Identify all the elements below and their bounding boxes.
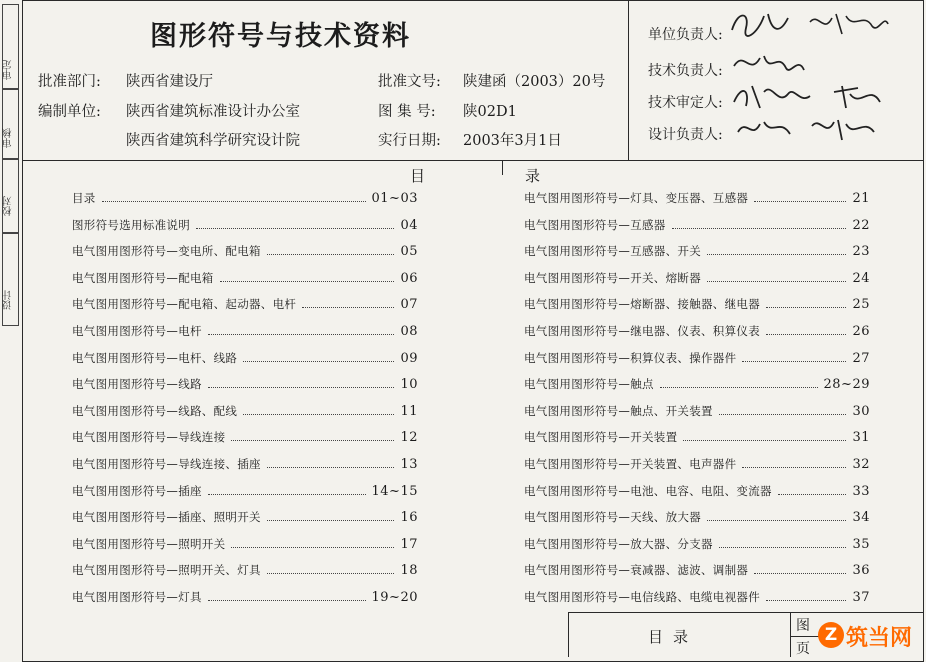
toc-row — [524, 243, 870, 259]
toc-row-title: 电气图用图形符号—线路 — [72, 377, 202, 392]
toc-row-leader — [302, 307, 394, 308]
toc-row-page: 25 — [852, 297, 870, 313]
toc-row-leader — [742, 361, 846, 362]
toc-row — [72, 243, 418, 259]
toc-row-leader — [766, 307, 846, 308]
toc-row-page: 27 — [852, 350, 870, 366]
toc-row-leader — [683, 440, 846, 441]
approve-dept-label: 批准部门: — [38, 74, 101, 90]
toc-row-leader — [267, 573, 395, 574]
toc-row-page: 18 — [400, 563, 418, 579]
strip-label-design: 设计 — [3, 290, 14, 310]
strip-label-audit: 审核 — [3, 128, 14, 148]
watermark-text: 筑当网 — [846, 626, 913, 651]
toc-row-title: 电气图用图形符号—天线、放大器 — [524, 510, 701, 525]
toc-row-page: 24 — [852, 270, 870, 286]
toc-row — [72, 536, 418, 552]
toc-row-page: 22 — [852, 217, 870, 233]
toc-row-page: 11 — [400, 403, 418, 419]
toc-row-page: 30 — [852, 403, 870, 419]
toc-row — [72, 456, 418, 472]
toc-row-title: 电气图用图形符号—触点 — [524, 377, 654, 392]
toc-row — [72, 296, 418, 312]
footer-tu-label: 图 — [796, 618, 810, 634]
toc-row — [72, 350, 418, 366]
footer-ye-label: 页 — [796, 641, 810, 657]
page-title: 图形符号与技术资料 — [150, 21, 411, 52]
toc-row-leader — [208, 494, 366, 495]
toc-row-page: 17 — [400, 536, 418, 552]
toc-center-tick — [502, 161, 503, 175]
toc-row-title: 电气图用图形符号—电杆 — [72, 324, 202, 338]
toc-row-page: 21 — [852, 191, 870, 206]
toc-row-leader — [102, 201, 366, 202]
signature-divider — [628, 0, 629, 161]
tech-review-label: 技术审定人: — [648, 95, 723, 111]
toc-row — [72, 190, 418, 206]
toc-row — [72, 483, 418, 499]
toc-row — [72, 509, 418, 525]
design-head-signature — [734, 110, 884, 148]
toc-row-title: 电气图用图形符号—插座、照明开关 — [72, 510, 261, 525]
toc-row — [524, 376, 870, 392]
toc-row-page: 16 — [400, 510, 418, 526]
binding-strip — [0, 0, 20, 657]
toc-row-leader — [754, 201, 846, 202]
toc-row — [72, 589, 418, 605]
unit-head-label: 单位负责人: — [648, 27, 723, 43]
approve-dept-value: 陕西省建设厅 — [126, 74, 213, 90]
toc-row — [524, 270, 870, 286]
toc-row-leader — [231, 440, 394, 441]
toc-row-title: 电气图用图形符号—开关装置、电声器件 — [524, 457, 737, 471]
toc-row-leader — [672, 228, 847, 229]
toc-row-leader — [208, 334, 395, 335]
toc-row-leader — [754, 573, 846, 574]
atlas-no-value: 陕02D1 — [463, 104, 517, 120]
toc-row-page: 08 — [400, 324, 418, 339]
toc-heading-left: 目 — [410, 167, 426, 185]
toc-row-leader — [208, 600, 366, 601]
toc-row-title: 电气图用图形符号—照明开关、灯具 — [72, 563, 261, 578]
toc-row-leader — [742, 467, 846, 468]
footer-block-title: 目录 — [648, 628, 699, 646]
toc-row-page: 05 — [400, 244, 418, 260]
toc-row-title: 电气图用图形符号—配电箱 — [72, 270, 214, 285]
toc-row-leader — [778, 494, 847, 495]
toc-row-title: 图形符号选用标准说明 — [72, 217, 190, 232]
watermark-logo-icon: Z — [818, 622, 844, 648]
toc-row-page: 23 — [852, 244, 870, 260]
toc-row-title: 目录 — [72, 191, 96, 205]
toc-row-leader — [766, 600, 846, 601]
toc-row-leader — [220, 281, 395, 282]
toc-row — [524, 217, 870, 233]
toc-row-title: 电气图用图形符号—熔断器、接触器、继电器 — [524, 297, 760, 312]
toc-row-leader — [267, 254, 395, 255]
tech-head-signature — [730, 46, 820, 82]
toc-row-title: 电气图用图形符号—灯具、变压器、互感器 — [524, 191, 749, 205]
toc-row-title: 电气图用图形符号—配电箱、起动器、电杆 — [72, 297, 297, 312]
unit-head-signature — [728, 4, 918, 44]
toc-row-leader — [766, 334, 846, 335]
toc-row-leader — [231, 547, 394, 548]
strip-cell-design — [2, 232, 19, 326]
toc-row-title: 电气图用图形符号—互感器、开关 — [524, 244, 701, 259]
compile-unit-value-1: 陕西省建筑标准设计办公室 — [126, 104, 300, 120]
toc-row-title: 电气图用图形符号—开关、熔断器 — [524, 270, 701, 285]
effective-date-label: 实行日期: — [378, 133, 441, 149]
toc-row-page: 12 — [400, 430, 418, 446]
strip-label-review-final: 审定 — [3, 60, 14, 80]
toc-row-page: 06 — [400, 270, 418, 286]
toc-row — [524, 323, 870, 339]
strip-cell-audit — [2, 88, 19, 160]
toc-row-page: 36 — [852, 563, 870, 579]
toc-row-leader — [707, 520, 846, 521]
toc-row — [524, 350, 870, 366]
toc-row-leader — [719, 547, 847, 548]
toc-row — [72, 217, 418, 233]
toc-row-title: 电气图用图形符号—导线连接、插座 — [72, 457, 261, 471]
toc-row-leader — [243, 414, 394, 415]
toc-row-title: 电气图用图形符号—导线连接 — [72, 430, 226, 445]
toc-row — [524, 589, 870, 605]
compile-unit-label: 编制单位: — [38, 104, 101, 120]
toc-row — [524, 296, 870, 312]
toc-row-title: 电气图用图形符号—互感器 — [524, 217, 666, 232]
toc-row-leader — [267, 467, 395, 468]
toc-row — [524, 536, 870, 552]
toc-row-page: 35 — [852, 536, 870, 552]
header-divider — [22, 160, 924, 161]
toc-row-leader — [267, 520, 395, 521]
toc-row — [524, 483, 870, 499]
toc-row-leader — [660, 387, 818, 388]
toc-row-page: 13 — [400, 457, 418, 472]
strip-label-proofread: 校对 — [3, 196, 14, 216]
toc-row-title: 电气图用图形符号—放大器、分支器 — [524, 536, 713, 551]
toc-row — [524, 403, 870, 419]
effective-date-value: 2003年3月1日 — [463, 133, 562, 149]
footer-mid-line — [790, 612, 791, 657]
toc-row-title: 电气图用图形符号—电杆、线路 — [72, 350, 238, 365]
tech-review-signature — [730, 78, 900, 114]
toc-row-page: 04 — [400, 217, 418, 233]
toc-row-title: 电气图用图形符号—衰减器、滤波、调制器 — [524, 563, 749, 578]
toc-row-leader — [243, 361, 394, 362]
toc-row-page: 07 — [400, 297, 418, 313]
toc-row-page: 31 — [852, 430, 870, 446]
toc-row — [72, 562, 418, 578]
toc-row — [524, 562, 870, 578]
atlas-no-label: 图 集 号: — [378, 104, 436, 120]
toc-row-title: 电气图用图形符号—变电所、配电箱 — [72, 244, 261, 259]
toc-row-title: 电气图用图形符号—触点、开关装置 — [524, 403, 713, 418]
toc-row-leader — [208, 387, 395, 388]
toc-row — [524, 190, 870, 206]
toc-row-leader — [719, 414, 847, 415]
toc-row — [524, 429, 870, 445]
design-head-label: 设计负责人: — [648, 127, 723, 143]
toc-row-title: 电气图用图形符号—电池、电容、电阻、变流器 — [524, 483, 772, 498]
toc-row — [72, 429, 418, 445]
toc-row-page: 37 — [852, 590, 870, 605]
toc-row-title: 电气图用图形符号—电信线路、电缆电视器件 — [524, 590, 760, 604]
toc-row-title: 电气图用图形符号—灯具 — [72, 590, 202, 604]
toc-row — [524, 456, 870, 472]
toc-row-title: 电气图用图形符号—照明开关 — [72, 536, 226, 551]
toc-row-page: 33 — [852, 483, 870, 499]
toc-row-title: 电气图用图形符号—开关装置 — [524, 430, 678, 445]
toc-row-title: 电气图用图形符号—线路、配线 — [72, 403, 238, 418]
toc-row — [72, 376, 418, 392]
toc-row — [524, 509, 870, 525]
toc-row-leader — [196, 228, 394, 229]
toc-row-page: 19~20 — [371, 590, 418, 605]
toc-heading-right: 录 — [525, 167, 541, 185]
toc-row-title: 电气图用图形符号—继电器、仪表、积算仪表 — [524, 324, 760, 338]
toc-row — [72, 270, 418, 286]
toc-row-page: 34 — [852, 510, 870, 526]
toc-row-page: 14~15 — [371, 483, 418, 499]
toc-row-page: 10 — [400, 377, 418, 393]
toc-row-leader — [707, 254, 846, 255]
toc-row-leader — [707, 281, 846, 282]
toc-row-page: 28~29 — [823, 377, 870, 393]
footer-top-line — [568, 612, 924, 613]
toc-row-page: 09 — [400, 350, 418, 366]
toc-row-page: 01~03 — [371, 191, 418, 206]
toc-row-page: 26 — [852, 324, 870, 339]
toc-row-title: 电气图用图形符号—积算仪表、操作器件 — [524, 350, 737, 365]
approve-doc-label: 批准文号: — [378, 74, 441, 90]
approve-doc-value: 陕建函（2003）20号 — [463, 74, 606, 90]
toc-row — [72, 403, 418, 419]
toc-row-title: 电气图用图形符号—插座 — [72, 483, 202, 498]
toc-row — [72, 323, 418, 339]
toc-row-page: 32 — [852, 457, 870, 472]
footer-left-line — [568, 612, 569, 657]
tech-head-label: 技术负责人: — [648, 63, 723, 79]
compile-unit-value-2: 陕西省建筑科学研究设计院 — [126, 133, 300, 149]
